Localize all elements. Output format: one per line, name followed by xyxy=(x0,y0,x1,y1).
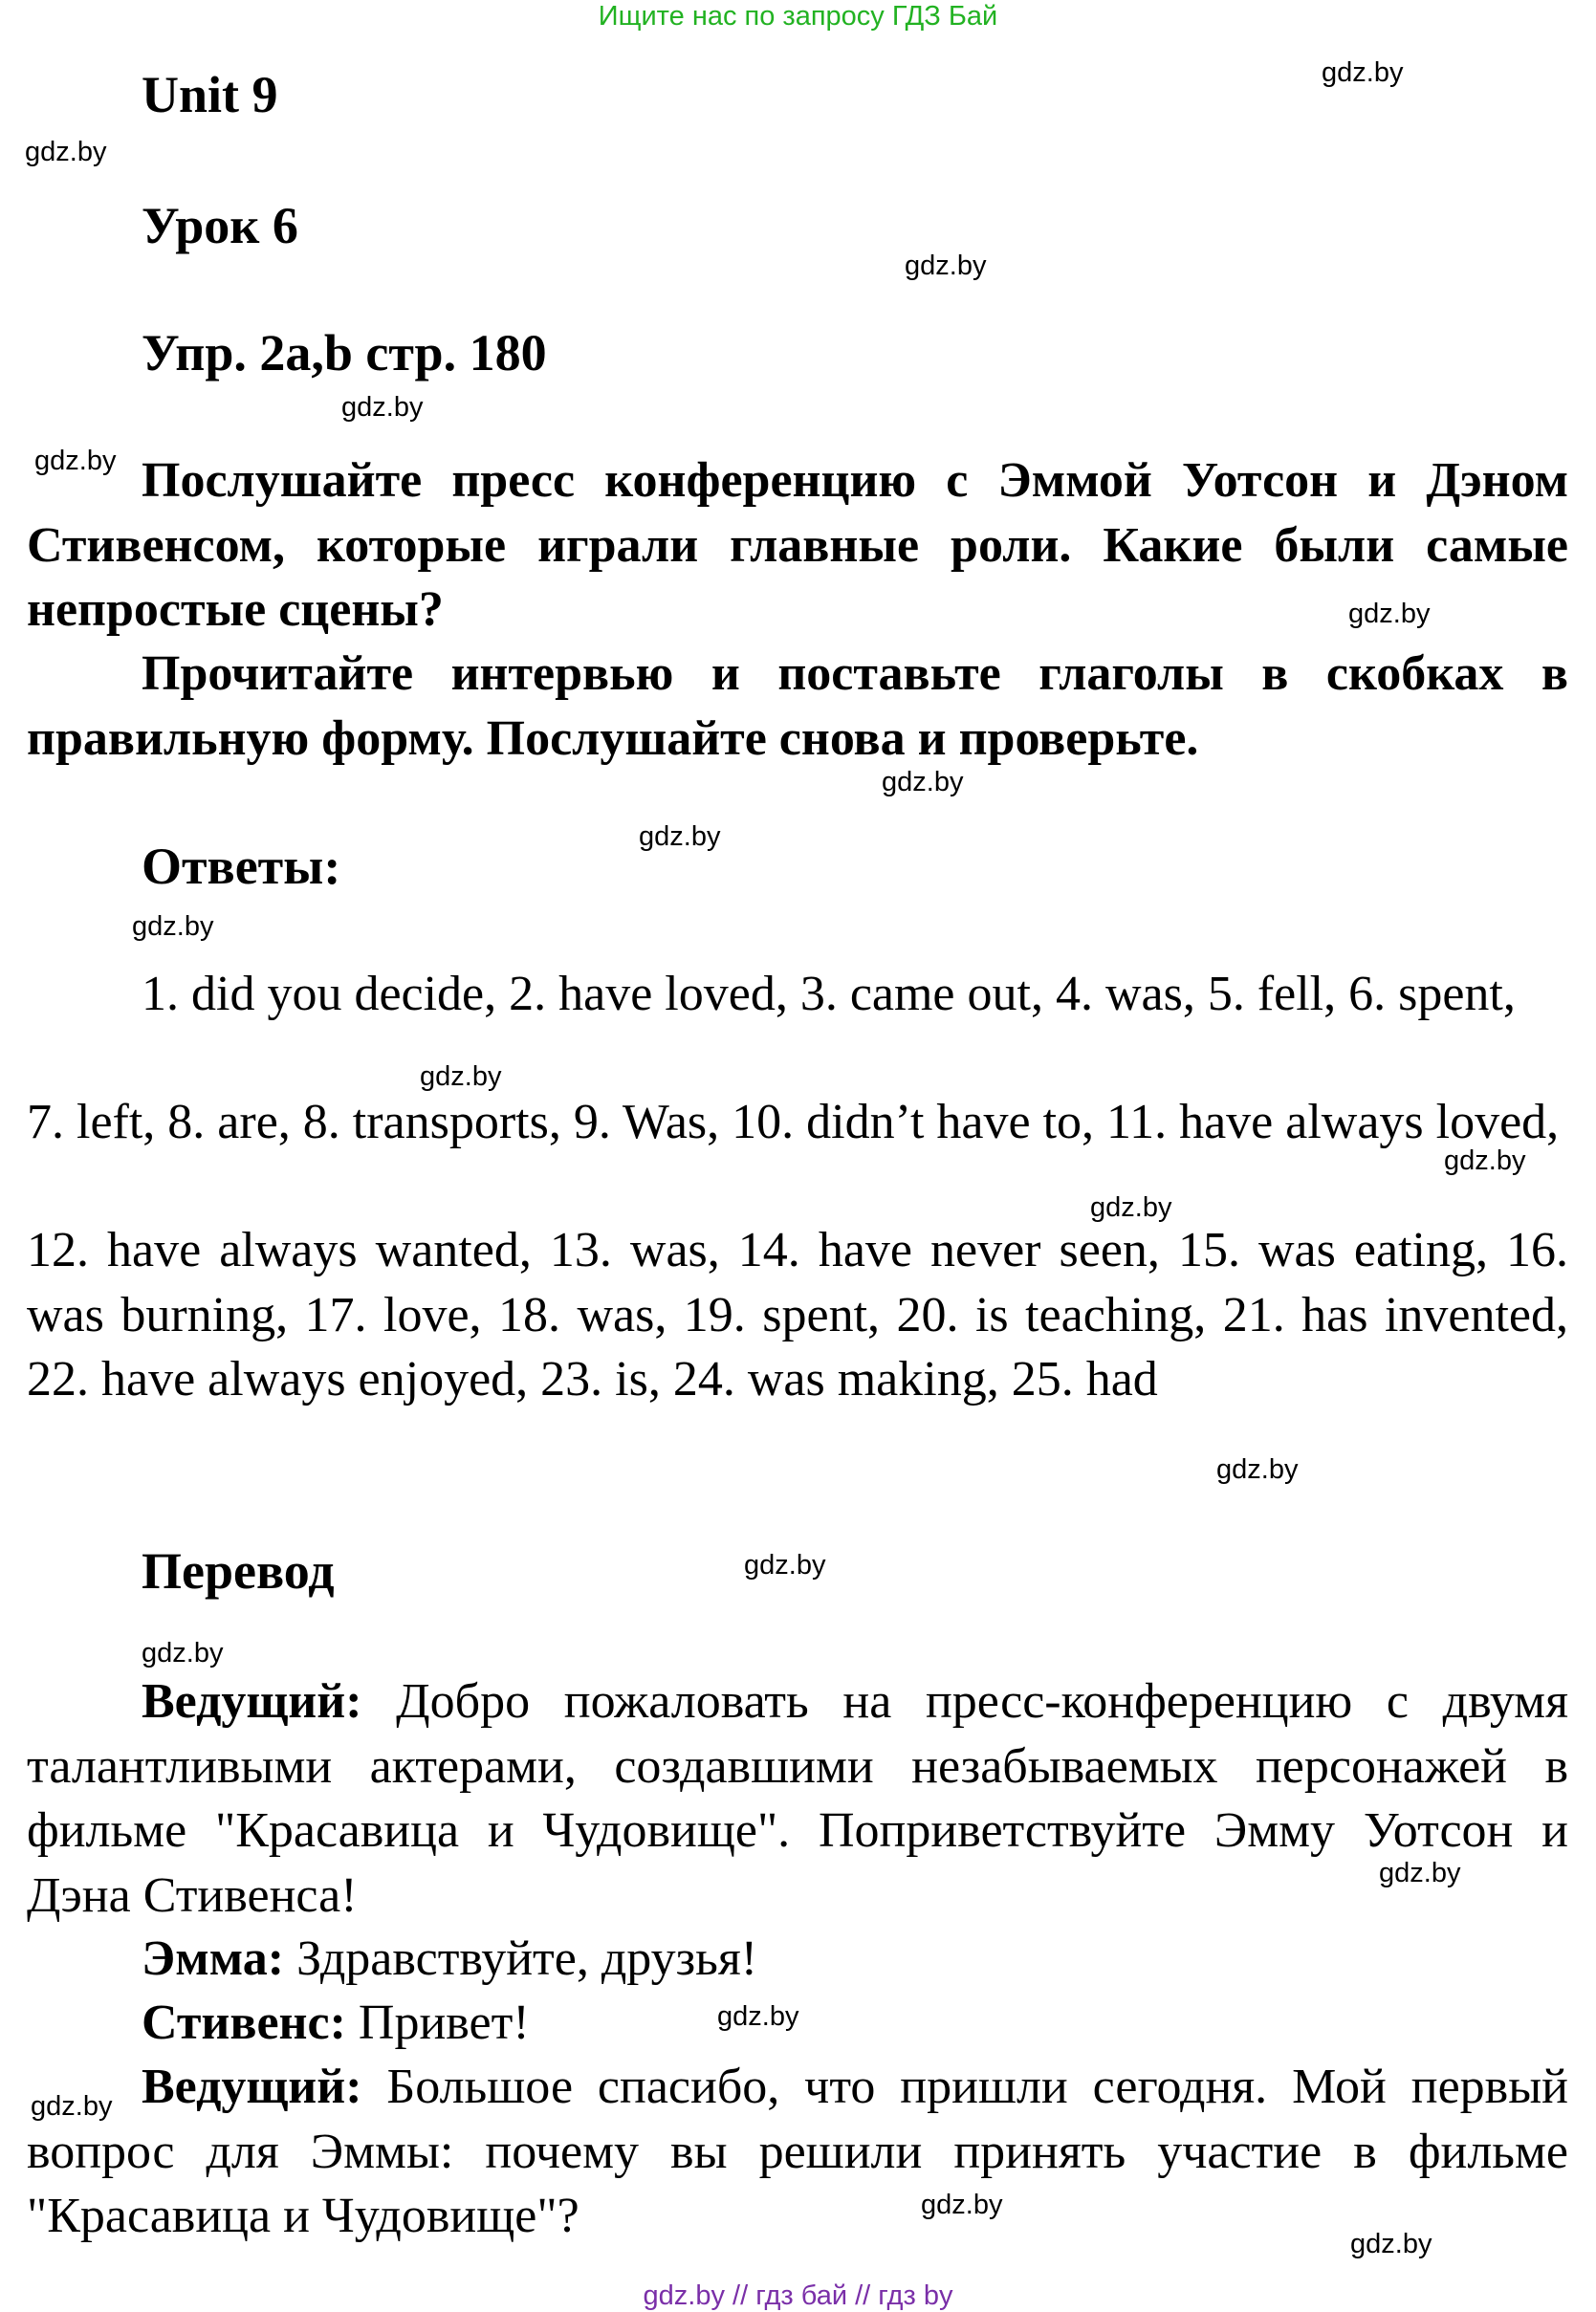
lesson-heading: Урок 6 xyxy=(142,197,298,254)
watermark: gdz.by xyxy=(1379,1858,1461,1888)
speech-text: Добро пожаловать на пресс-конференцию с двумя талантливыми актерами, создавшими незабываемых персонажей в фильме "Красавица и Чудовище". Поприветствуйте Эмму Уотсон и Дэна Стивенса! xyxy=(27,1674,1568,1923)
watermark: gdz.by xyxy=(1348,599,1431,629)
speaker-name: Ведущий: xyxy=(142,2060,362,2114)
watermark: gdz.by xyxy=(142,1638,224,1669)
speech-text: Привет! xyxy=(345,1996,530,2050)
top-banner[interactable]: Ищите нас по запросу ГДЗ Бай xyxy=(598,1,998,32)
exercise-heading: Упр. 2a,b стр. 180 xyxy=(142,324,547,382)
watermark: gdz.by xyxy=(341,392,424,423)
translation-heading: Перевод xyxy=(142,1542,335,1600)
watermark: gdz.by xyxy=(1090,1192,1172,1223)
task-paragraph-1: Послушайте пресс конференцию с Эммой Уотсон и Дэном Стивенсом, которые играли главные роли. Какие были самые непростые сцены? xyxy=(27,453,1568,637)
speaker-name: Эмма: xyxy=(142,1931,285,1986)
watermark: gdz.by xyxy=(420,1061,502,1092)
bottom-banner[interactable]: gdz.by // гдз бай // гдз by xyxy=(643,2280,953,2311)
watermark: gdz.by xyxy=(31,2091,113,2122)
watermark: gdz.by xyxy=(1322,57,1404,88)
task-paragraph-2: Прочитайте интервью и поставьте глаголы в скобках в правильную форму. Послушайте снова и проверьте. xyxy=(27,646,1568,766)
watermark: gdz.by xyxy=(34,446,117,476)
watermark: gdz.by xyxy=(1444,1145,1526,1176)
watermark: gdz.by xyxy=(25,137,107,167)
watermark: gdz.by xyxy=(905,251,987,281)
watermark: gdz.by xyxy=(921,2190,1003,2220)
dialogue-line-4 xyxy=(27,2055,1568,2249)
unit-heading: Unit 9 xyxy=(142,66,278,123)
watermark: gdz.by xyxy=(717,2001,799,2032)
answers-line-2: 7. left, 8. are, 8. transports, 9. Was, 10. didn’t have to, 11. have always loved, xyxy=(27,1095,1560,1149)
speech-text: Большое спасибо, что пришли сегодня. Мой первый вопрос для Эммы: почему вы решили принять участие в фильме "Красавица и Чудовище"? xyxy=(27,2060,1568,2243)
watermark: gdz.by xyxy=(744,1550,826,1581)
speaker-name: Стивенс: xyxy=(142,1996,346,2050)
answers-line-1: 1. did you decide, 2. have loved, 3. came out, 4. was, 5. fell, 6. spent, xyxy=(142,967,1516,1021)
dialogue-line-2 xyxy=(27,1927,1568,1992)
dialogue-line-1 xyxy=(27,1669,1568,1928)
answers-heading: Ответы: xyxy=(142,838,341,895)
watermark: gdz.by xyxy=(882,767,964,797)
watermark: gdz.by xyxy=(639,821,721,852)
speech-text: Здравствуйте, друзья! xyxy=(284,1931,758,1986)
watermark: gdz.by xyxy=(1216,1454,1299,1485)
watermark: gdz.by xyxy=(1350,2229,1432,2259)
watermark: gdz.by xyxy=(132,911,214,942)
answers-line-3: 12. have always wanted, 13. was, 14. have never seen, 15. was eating, 16. was burning, 17. love, 18. was, 19. spent, 20. is teaching, 21. has invented, 22. have always enjoyed, 23. is, 24. was making, 25. had xyxy=(27,1223,1568,1407)
speaker-name: Ведущий: xyxy=(142,1674,362,1729)
